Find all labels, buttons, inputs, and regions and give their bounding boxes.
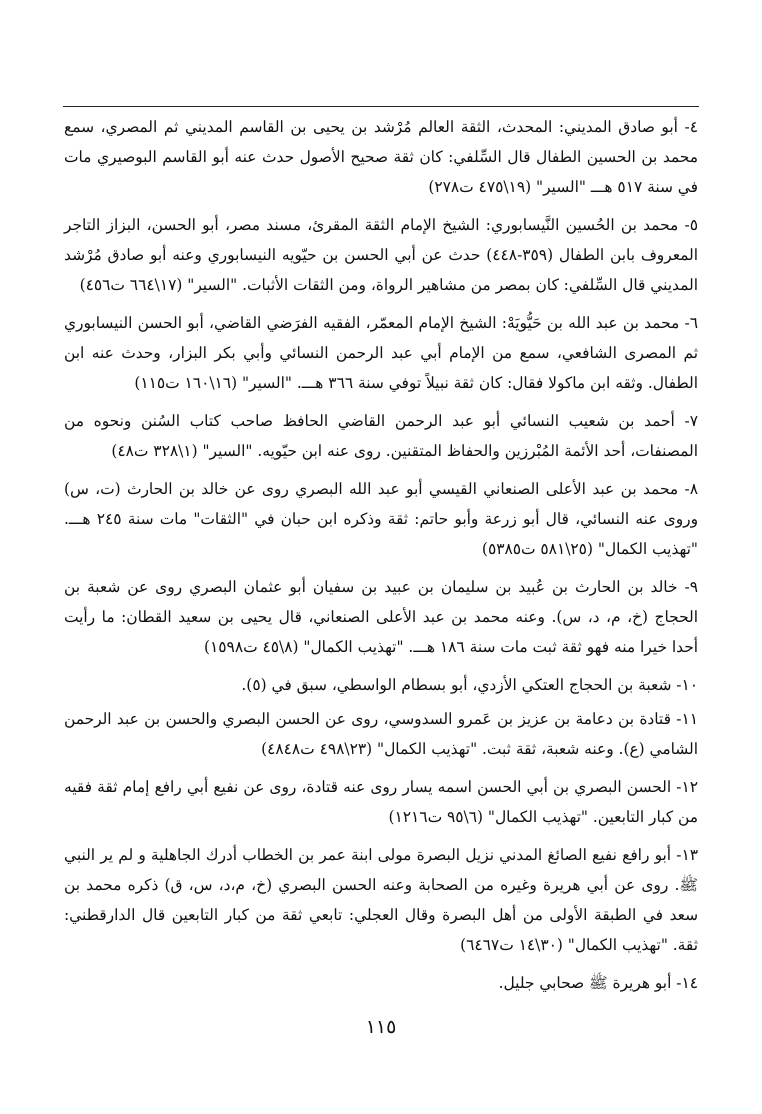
note-entry-6: ٦- محمد بن عبد الله بن حَيُّويَهْ: الشيخ الإمام المعمّر، الفقيه الفرَضي القاضي، أبو الحسن النيسابوري ثم المصرى الشافعي، سمع من الإمام أبي عبد الرحمن النسائي وأبي بكر البزار، وحدث عنه ابن الطفال. وثقه ابن ماكولا فقال: كان ثقة نبيلاً توفي سنة ٣٦٦ هـــ. "السير" (١٦\١٦٠ ت١١٥) — [64, 314, 698, 392]
note-entry-12: ١٢- الحسن البصري بن أبي الحسن اسمه يسار روى عنه قتادة، روى عن نفيع أبي رافع إمام ثقة فقيه من كبار التابعين. "تهذيب الكمال" (٦\٩٥ ت١٢١٦) — [64, 778, 698, 826]
note-entry-5: ٥- محمد بن الحُسين النَّيسابوري: الشيخ الإمام الثقة المقرئ، مسند مصر، أبو الحسن، البزاز التاجر المعروف بابن الطفال (٣٥٩-٤٤٨) حدث عن أبي الحسن بن حيّويه النيسابوري وعنه أبو صادق مُرْشد المديني قال السِّلفي: كان بمصر من مشاهير الرواة، ومن الثقات الأثبات. "السير" (١٧\٦٦٤ ت٤٥٦) — [64, 216, 698, 294]
note-entry-4: ٤- أبو صادق المديني: المحدث، الثقة العالم مُرْشد بن يحيى بن القاسم المديني ثم المصري، سمع محمد بن الحسين الطفال قال السِّلفي: كان ثقة صحيح الأصول حدث عنه أبو القاسم البوصيري مات في سنة ٥١٧ هـــ "السير" (١٩\٤٧٥ ت٢٧٨) — [64, 118, 698, 196]
note-entry-11: ١١- قتادة بن دعامة بن عزيز بن عَمرو السدوسي، روى عن الحسن البصري والحسن بن عبد الرحمن الشامي (ع). وعنه شعبة، ثقة ثبت. "تهذيب الكمال" (٢٣\٤٩٨ ت٤٨٤٨) — [64, 710, 698, 758]
note-entry-14: ١٤- أبو هريرة ﷺ صحابي جليل. — [498, 974, 698, 992]
header-rule — [63, 106, 699, 107]
note-entry-13: ١٣- أبو رافع نفيع الصائغ المدني نزيل البصرة مولى ابنة عمر بن الخطاب أدرك الجاهلية و لم ير النبي ﷺ. روى عن أبي هريرة وغيره من الصحابة وعنه الحسن البصري (خ، م،د، س، ق) ذكره محمد بن سعد في الطبقة الأولى من أهل البصرة وقال العجلي: تابعي ثقة من كبار التابعين قال الدارقطني: ثقة. "تهذيب الكمال" (٣٠\١٤ ت٦٤٦٧) — [64, 846, 698, 954]
note-entry-10: ١٠- شعبة بن الحجاج العتكي الأزدي، أبو بسطام الواسطي، سبق في (٥). — [241, 676, 698, 694]
note-entry-7: ٧- أحمد بن شعيب النسائي أبو عبد الرحمن القاضي الحافظ صاحب كتاب السُنن ونحوه من المصنفات، أحد الأئمة المُبْرزين والحفاظ المتقنين. روى عنه ابن حيّويه. "السير" (١\٣٢٨ ت٤٨) — [64, 412, 698, 460]
notes-body — [64, 112, 698, 1002]
note-entry-9: ٩- خالد بن الحارث بن عُبيد بن سليمان بن عبيد بن سفيان أبو عثمان البصري روى عن شعبة بن الحجاج (خ، م، د، س). وعنه محمد بن عبد الأعلى الصنعاني، قال يحيى بن سعيد القطان: ما رأيت أحدا خيرا منه فهو ثقة ثبت مات سنة ١٨٦ هـــ. "تهذيب الكمال" (٨\٤٥ ت١٥٩٨) — [64, 578, 698, 656]
page-number: ١١٥ — [365, 1016, 397, 1038]
note-entry-8: ٨- محمد بن عبد الأعلى الصنعاني القيسي أبو عبد الله البصري روى عن خالد بن الحارث (ت، س) وروى عنه النسائي، قال أبو زرعة وأبو حاتم: ثقة وذكره ابن حبان في "الثقات" مات سنة ٢٤٥ هـــ. "تهذيب الكمال" (٢٥\٥٨١ ت٥٣٨٥) — [64, 480, 698, 558]
